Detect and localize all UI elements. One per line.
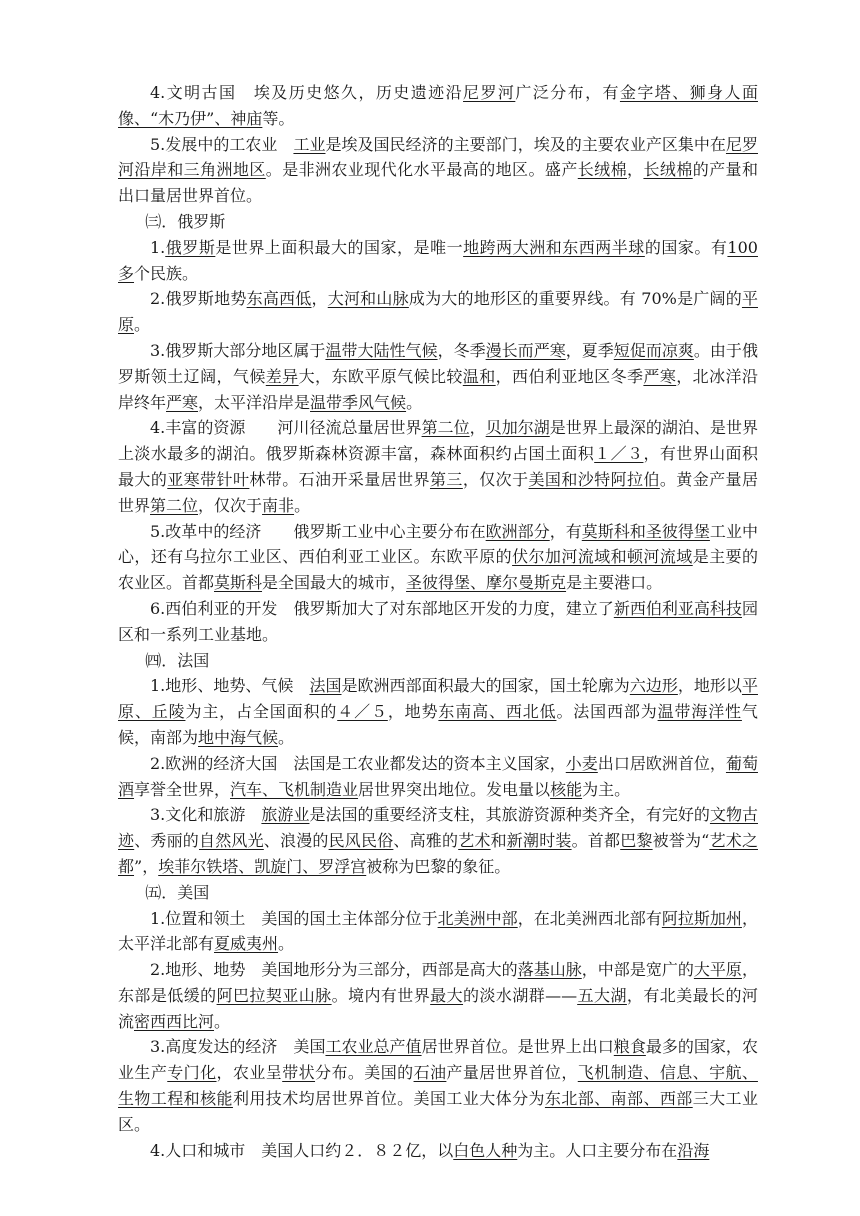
text-run: 居世界首位。是世界上出口 <box>421 1037 614 1057</box>
text-run: 1.位置和领土 美国的国土主体部分位于 <box>150 908 438 928</box>
underlined-term: 俄罗斯 <box>165 237 216 257</box>
underlined-term: ４／５ <box>337 702 388 722</box>
text-run: ，有世界山面积最大的 <box>118 444 758 489</box>
underlined-term: 严寒 <box>643 366 677 386</box>
text-run: ，北冰洋沿岸终年 <box>118 366 758 412</box>
underlined-term: 温带季风气候 <box>310 392 407 412</box>
text-run: 。黄金产量居世界 <box>118 469 758 515</box>
underlined-term: 飞机制造、信息、宇航、生物工程和核能 <box>118 1063 758 1109</box>
text-run: 出口居欧洲首位， <box>597 753 726 773</box>
underlined-term: 平原、丘陵 <box>118 676 758 722</box>
section-heading <box>118 209 758 235</box>
text-run: ，仅次于 <box>198 495 263 515</box>
text-run: 的国家。有 <box>644 237 728 257</box>
underlined-term: 埃菲尔铁塔、凯旋门、罗浮宫 <box>158 856 367 876</box>
text-run: ，太平洋沿岸是 <box>198 392 311 412</box>
text-run: 。境内有世界 <box>331 985 431 1005</box>
text-run: ，东部是低缓的 <box>118 960 758 1005</box>
text-run: 产量居世界首位， <box>446 1063 578 1083</box>
text-run: 为主，占全国面积的 <box>185 702 338 722</box>
underlined-term: 核能 <box>550 779 583 799</box>
underlined-term: 葡萄酒 <box>118 753 758 799</box>
underlined-term: 100 多 <box>118 237 758 283</box>
text-run: 是主要的农业区。首都 <box>118 547 758 593</box>
underlined-term: 地中海气候 <box>198 727 279 747</box>
underlined-term: 白色人种 <box>453 1140 518 1160</box>
underlined-term: 东高西低 <box>246 289 312 309</box>
underlined-term: 贝加尔湖 <box>485 418 550 438</box>
underlined-term: 法国 <box>309 676 342 696</box>
underlined-term: 沿海 <box>677 1140 710 1160</box>
underlined-term: 艺术之都 <box>118 831 758 876</box>
paragraph <box>118 415 758 518</box>
underlined-term: 地跨两大洲和东西两半球 <box>463 237 645 257</box>
text-run: 4.人口和城市 美国人口约２．８２亿，以 <box>150 1140 454 1160</box>
text-run: 气候，南部为 <box>118 702 758 747</box>
section-heading <box>118 880 758 906</box>
paragraph <box>118 80 758 132</box>
underlined-term: 第三 <box>429 469 463 489</box>
paragraph <box>118 286 758 338</box>
text-run: 3.高度发达的经济 美国 <box>150 1037 326 1057</box>
text-run: 是全国最大的城市， <box>262 573 407 593</box>
text-run: 是埃及国民经济的主要部门，埃及的主要农业产区集中在 <box>325 134 726 154</box>
text-run: 。 <box>294 495 311 515</box>
text-run: 是世界上面积最大的国家，是唯一 <box>215 237 464 257</box>
underlined-term: 六边形 <box>629 676 678 696</box>
text-run: 等。 <box>262 108 295 128</box>
text-run: ，仅次于 <box>462 469 529 489</box>
underlined-term: 旅游业 <box>261 805 310 825</box>
underlined-term: 巴黎 <box>620 831 653 851</box>
text-run: 1. <box>150 237 166 257</box>
underlined-term: 民风民俗 <box>328 831 394 851</box>
text-run: 是欧洲西部面积最大的国家，国土轮廓为 <box>341 676 630 696</box>
underlined-term: 第二位 <box>421 418 470 438</box>
text-run: 2.地形、地势 美国地形分为三部分，西部是高大的 <box>150 960 518 980</box>
text-run: 。法国西部为 <box>556 702 658 722</box>
text-run: ， <box>311 289 328 309</box>
underlined-term: 北美洲中部 <box>437 908 518 928</box>
text-run: 分布。美国的 <box>315 1063 414 1083</box>
text-run: 被誉为“ <box>652 831 710 851</box>
underlined-term: 专门化 <box>167 1063 217 1083</box>
text-run: 三大工业区。 <box>118 1089 758 1134</box>
underlined-term: 短促而凉爽 <box>613 340 694 360</box>
text-run: 2.俄罗斯地势 <box>150 289 247 309</box>
text-run: 居世界突出地位。发电量以 <box>358 779 551 799</box>
text-run: ，冬季 <box>437 340 486 360</box>
underlined-term: 圣彼得堡、摩尔曼斯克 <box>406 573 567 593</box>
underlined-term: 阿拉斯加州 <box>661 908 742 928</box>
underlined-term: 长绒棉 <box>577 160 628 180</box>
document-body <box>118 80 758 1163</box>
underlined-term: 粮食 <box>613 1037 646 1057</box>
text-run: 。首都 <box>571 831 621 851</box>
underlined-term: 长绒棉 <box>643 160 693 180</box>
underlined-term: 五大湖 <box>577 985 627 1005</box>
text-run: 4.文明古国 埃及历史悠久，历史遗迹沿 <box>150 83 464 102</box>
underlined-term: 温和 <box>462 366 496 386</box>
underlined-term: 新西伯利亚高科技 <box>613 598 742 618</box>
underlined-term: 夏威夷州 <box>214 934 279 954</box>
text-run: 是世界上最深的湖泊、是世界上淡水最多的湖泊。俄罗斯森林资源丰富，森林面积约占国土面积 <box>118 418 758 464</box>
paragraph <box>118 802 758 879</box>
text-run: ，太平洋北部有 <box>118 908 758 954</box>
underlined-term: 莫斯科和圣彼得堡 <box>581 521 710 541</box>
text-run: 个民族。 <box>134 263 199 283</box>
text-run: 。 <box>278 727 295 747</box>
underlined-term: 南非 <box>262 495 295 515</box>
text-run: ，中部是宽广的 <box>581 960 694 980</box>
underlined-term: 工农业总产值 <box>325 1037 422 1057</box>
text-run: 成为大的地形区的重要界线。有 70%是广阔的 <box>408 289 742 309</box>
underlined-term: 严寒 <box>166 392 199 412</box>
text-run: 5.改革中的经济 俄罗斯工业中心主要分布在 <box>150 521 486 541</box>
underlined-term: 东南高、西北低 <box>438 702 557 722</box>
text-run: 。 <box>278 934 295 954</box>
underlined-term: 带状 <box>282 1063 316 1083</box>
underlined-term: 美国和沙特阿拉伯 <box>528 469 660 489</box>
text-run: ，在北美洲西北部有 <box>517 908 662 928</box>
text-run: ， <box>469 418 486 438</box>
text-run: 利用技术均居世界首位。美国工业大体分为 <box>232 1089 545 1109</box>
text-run: 是主要港口。 <box>566 573 663 593</box>
underlined-term: 汽车、飞机制造业 <box>230 779 359 799</box>
text-run: ， <box>627 160 644 180</box>
text-run: ，有北美最长的河流 <box>118 985 758 1031</box>
paragraph <box>118 906 758 958</box>
underlined-term: 温带大陆性气候 <box>325 340 438 360</box>
text-run: 最多的国家，农业生产 <box>118 1037 758 1083</box>
paragraph <box>118 957 758 1034</box>
text-run: 被称为巴黎的象征。 <box>366 856 511 876</box>
text-run: ，农业呈 <box>216 1063 283 1083</box>
underlined-term: 密西西比河 <box>134 1011 215 1031</box>
text-run: 工业中心，还有乌拉尔工业区、西伯利亚工业区。东欧平原的 <box>118 521 758 567</box>
underlined-term: 第二位 <box>150 495 199 515</box>
underlined-term: 莫斯科 <box>214 573 263 593</box>
underlined-term: 新潮时装 <box>506 831 572 851</box>
paragraph <box>118 1138 758 1164</box>
underlined-term: 东北部、南部、西部 <box>544 1089 693 1109</box>
text-run: ，有 <box>549 521 582 541</box>
paragraph <box>118 673 758 750</box>
underlined-term: 欧洲部分 <box>485 521 550 541</box>
paragraph <box>118 596 758 648</box>
underlined-term: 漫长而严寒 <box>485 340 566 360</box>
text-run: 。 <box>406 392 423 412</box>
underlined-term: 亚寒带针叶 <box>167 469 250 489</box>
text-run: ，西伯利亚地区冬季 <box>495 366 644 386</box>
text-run: 的淡水湖群—— <box>463 985 578 1005</box>
paragraph <box>118 1034 758 1137</box>
text-run: 享誉全世界， <box>134 779 231 799</box>
text-run: ㈣．法国 <box>145 650 210 670</box>
underlined-term: 工业 <box>293 134 326 154</box>
text-run: 大，东欧平原气候比较 <box>298 366 463 386</box>
paragraph <box>118 235 758 287</box>
section-heading <box>118 648 758 674</box>
underlined-term: 艺术 <box>458 831 491 851</box>
paragraph <box>118 338 758 415</box>
text-run: 广泛分布，有 <box>515 83 620 102</box>
text-run: 6.西伯利亚的开发 俄罗斯加大了对东部地区开发的力度，建立了 <box>150 598 614 618</box>
underlined-term: 自然风光 <box>199 831 264 851</box>
paragraph <box>118 519 758 596</box>
underlined-term: 文物古迹 <box>118 805 758 851</box>
text-run: 园区和一系列工业基地。 <box>118 598 758 644</box>
text-run: ，地势 <box>387 702 439 722</box>
text-run: ㈤．美国 <box>145 882 210 902</box>
text-run: 2.欧洲的经济大国 法国是工农业都发达的资本主义国家， <box>150 753 566 773</box>
text-run: ”， <box>134 856 159 876</box>
underlined-term: 金字塔、狮身人面像、“木乃伊”、神庙 <box>118 83 758 128</box>
underlined-term: 最大 <box>430 985 464 1005</box>
text-run: 、高雅的 <box>393 831 459 851</box>
underlined-term: 大河和山脉 <box>327 289 409 309</box>
text-run: 4.丰富的资源 河川径流总量居世界 <box>150 418 422 438</box>
text-run: 为主。人口主要分布在 <box>517 1140 678 1160</box>
text-run: 和 <box>490 831 507 851</box>
text-run: ㈢．俄罗斯 <box>145 211 226 231</box>
text-run: 是法国的重要经济支柱，其旅游资源种类齐全，有完好的 <box>309 805 710 825</box>
text-run: 5.发展中的工农业 <box>150 134 294 154</box>
underlined-term: 大平原 <box>693 960 742 980</box>
paragraph <box>118 132 758 209</box>
paragraph <box>118 751 758 803</box>
underlined-term: 差异 <box>265 366 299 386</box>
text-run: 、秀丽的 <box>134 831 199 851</box>
underlined-term: 尼罗河沿岸和三角洲地区 <box>118 134 758 180</box>
text-run: 林带。石油开采量居世界 <box>249 469 430 489</box>
underlined-term: 小麦 <box>565 753 598 773</box>
underlined-term: 石油 <box>413 1063 447 1083</box>
text-run: 。是非洲农业现代化水平最高的地区。盛产 <box>265 160 578 180</box>
text-run: 、浪漫的 <box>263 831 329 851</box>
text-run: 3.俄罗斯大部分地区属于 <box>150 340 326 360</box>
text-run: 。 <box>214 1011 231 1031</box>
text-run: 的产量和出口量居世界首位。 <box>118 160 758 206</box>
text-run: 为主。 <box>582 779 631 799</box>
underlined-term: 阿巴拉契亚山脉 <box>216 985 332 1005</box>
text-run: 3.文化和旅游 <box>150 805 262 825</box>
underlined-term: 温带海洋性 <box>657 702 742 722</box>
text-run: ，地形以 <box>677 676 742 696</box>
underlined-term: １／３ <box>594 444 644 464</box>
underlined-term: 平原 <box>118 289 758 335</box>
text-run: 。由于俄罗斯领土辽阔，气候 <box>118 340 758 386</box>
text-run: ，夏季 <box>565 340 614 360</box>
underlined-term: 伏尔加河流域和顿河流域 <box>512 547 693 567</box>
text-run: 。 <box>134 315 151 335</box>
underlined-term: 尼罗河 <box>463 83 516 102</box>
underlined-term: 落基山脉 <box>517 960 582 980</box>
text-run: 1.地形、地势、气候 <box>150 676 310 696</box>
